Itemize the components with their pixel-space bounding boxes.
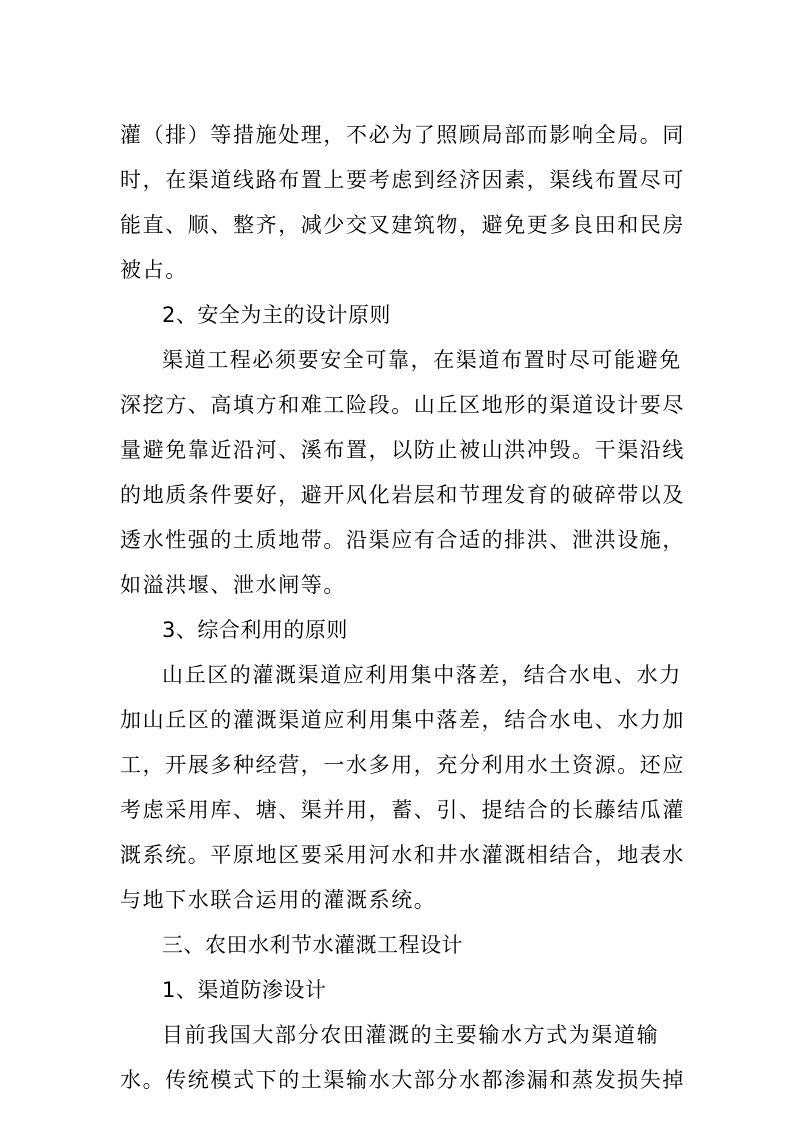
paragraph-line: 水。传统模式下的土渠输水大部分水都渗漏和蒸发损失掉 [120, 1068, 685, 1092]
paragraph-line: 透水性强的土质地带。沿渠应有合适的排洪、泄洪设施， [120, 528, 685, 552]
paragraph-line: 目前我国大部分农田灌溉的主要输水方式为渠道输 [162, 1023, 660, 1047]
paragraph-line: 与地下水联合运用的灌溉系统。 [120, 888, 437, 912]
section-heading: 1、渠道防渗设计 [162, 978, 327, 1002]
paragraph-line: 加山丘区的灌溉渠道应利用集中落差，结合水电、水力加 [120, 708, 685, 732]
section-heading: 三、农田水利节水灌溉工程设计 [162, 933, 463, 957]
paragraph-line: 被占。 [120, 258, 188, 282]
paragraph-line: 溉系统。平原地区要采用河水和井水灌溉相结合，地表水 [120, 843, 685, 867]
paragraph-line: 山丘区的灌溉渠道应利用集中落差，结合水电、水力 [162, 663, 682, 687]
paragraph-line: 灌（排）等措施处理，不必为了照顾局部而影响全局。同 [120, 123, 685, 147]
paragraph-line: 的地质条件要好，避开风化岩层和节理发育的破碎带以及 [120, 483, 685, 507]
paragraph-line: 渠道工程必须要安全可靠，在渠道布置时尽可能避免 [162, 348, 682, 372]
paragraph-line: 深挖方、高填方和难工险段。山丘区地形的渠道设计要尽 [120, 393, 685, 417]
paragraph-line: 量避免靠近沿河、溪布置，以防止被山洪冲毁。干渠沿线 [120, 438, 685, 462]
paragraph-line: 考虑采用库、塘、渠并用，蓄、引、提结合的长藤结瓜灌 [120, 798, 685, 822]
paragraph-line: 工，开展多种经营，一水多用，充分利用水土资源。还应 [120, 753, 685, 777]
paragraph-line: 能直、顺、整齐，减少交叉建筑物，避免更多良田和民房 [120, 213, 685, 237]
paragraph-line: 时，在渠道线路布置上要考虑到经济因素，渠线布置尽可 [120, 168, 685, 192]
paragraph-line: 如溢洪堰、泄水闸等。 [120, 573, 346, 597]
section-heading: 2、安全为主的设计原则 [162, 303, 391, 327]
section-heading: 3、综合利用的原则 [162, 618, 348, 642]
